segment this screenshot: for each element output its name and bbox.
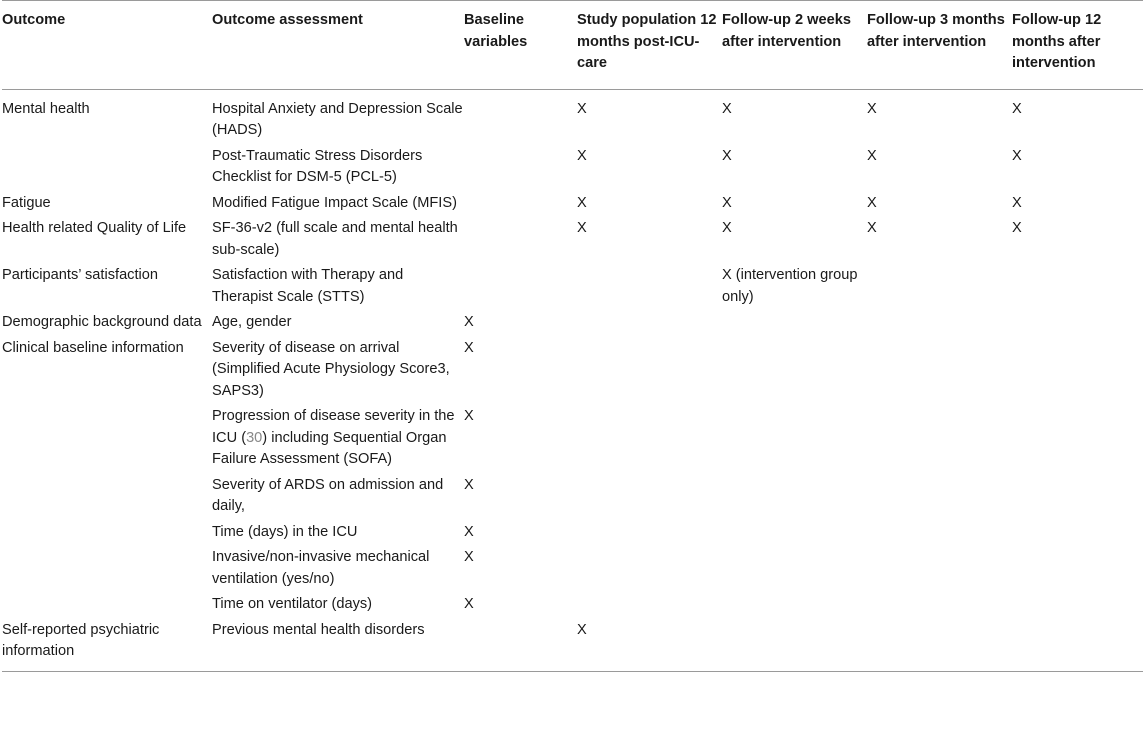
cell-fu-12m [1012, 522, 1143, 548]
cell-fu-12m: X [1012, 147, 1022, 164]
cell-fu-3m [867, 265, 1012, 312]
cell-study: X [577, 220, 587, 236]
cell-assessment: Time on ventilator (days) [212, 596, 373, 612]
header-follow-up-2-weeks: Follow-up 2 weeks after intervention [722, 12, 851, 50]
table-header-row [2, 1, 1143, 90]
cell-baseline [464, 620, 577, 672]
cell-baseline: X [464, 408, 474, 424]
cell-study [577, 475, 722, 522]
cell-fu-2w: X [722, 147, 732, 164]
cell-baseline: X [464, 549, 474, 565]
cell-fu-2w [722, 312, 867, 338]
cell-study: X [577, 100, 587, 117]
table-row [2, 406, 1143, 475]
assessment-text: ) including Sequential Organ Failure Assessment (SOFA) [212, 429, 447, 467]
cell-baseline: X [464, 523, 474, 540]
cell-fu-12m: X [1012, 220, 1022, 236]
cell-fu-3m [867, 312, 1012, 338]
cell-fu-3m [867, 475, 1012, 522]
cell-assessment: Age, gender [212, 314, 292, 330]
cell-study [577, 265, 722, 312]
header-follow-up-3-months: Follow-up 3 months after intervention [867, 12, 1005, 50]
outcome-table [2, 0, 1143, 672]
cell-fu-2w [722, 338, 867, 407]
table-row [2, 547, 1143, 594]
table-row [2, 218, 1143, 265]
cell-study [577, 547, 722, 594]
reference-link[interactable]: 30 [246, 429, 263, 446]
cell-assessment [212, 406, 464, 475]
assessment-text: Progression of disease severity in the ICU ( [212, 408, 455, 446]
cell-baseline: X [464, 314, 474, 330]
cell-fu-2w: X [722, 100, 732, 117]
cell-outcome: Participants’ satisfaction [2, 267, 159, 283]
cell-fu-2w [722, 406, 867, 475]
cell-fu-2w [722, 522, 867, 548]
cell-fu-2w [722, 594, 867, 620]
cell-assessment: Post-Traumatic Stress Disorders Checklist for DSM-5 (PCL-5) [212, 147, 423, 185]
header-follow-up-12-months: Follow-up 12 months after intervention [1012, 12, 1102, 71]
cell-fu-3m: X [867, 147, 877, 164]
cell-fu-12m [1012, 594, 1143, 620]
table-row [2, 522, 1143, 548]
table-row [2, 475, 1143, 522]
cell-assessment: SF-36-v2 (full scale and mental health sub-scale) [212, 220, 458, 258]
cell-fu-2w [722, 475, 867, 522]
cell-fu-3m [867, 406, 1012, 475]
cell-fu-3m: X [867, 100, 877, 117]
cell-fu-12m [1012, 620, 1143, 672]
cell-fu-12m: X [1012, 194, 1022, 211]
cell-outcome [2, 146, 212, 193]
cell-assessment: Invasive/non-invasive mechanical ventilation (yes/no) [212, 549, 430, 587]
table-row [2, 89, 1143, 146]
cell-fu-2w [722, 547, 867, 594]
cell-baseline [464, 146, 577, 193]
cell-fu-12m [1012, 265, 1143, 312]
cell-baseline: X [464, 339, 474, 356]
cell-outcome: Self-reported psychiatric information [2, 621, 160, 659]
cell-assessment: Satisfaction with Therapy and Therapist Scale (STTS) [212, 267, 404, 305]
cell-baseline [464, 218, 577, 265]
header-baseline-variables: Baseline variables [464, 12, 528, 50]
cell-assessment: Modified Fatigue Impact Scale (MFIS) [212, 194, 457, 211]
cell-study [577, 406, 722, 475]
cell-assessment: Severity of ARDS on admission and daily, [212, 476, 444, 514]
cell-study [577, 522, 722, 548]
table-row [2, 594, 1143, 620]
cell-outcome: Demographic background data [2, 314, 202, 330]
cell-assessment: Previous mental health disorders [212, 621, 425, 638]
cell-outcome [2, 522, 212, 548]
cell-baseline [464, 89, 577, 146]
cell-fu-12m [1012, 338, 1143, 407]
cell-outcome: Health related Quality of Life [2, 220, 187, 236]
cell-outcome: Clinical baseline information [2, 339, 184, 356]
cell-fu-3m [867, 594, 1012, 620]
cell-fu-2w: X (intervention group only) [722, 267, 858, 305]
table-row [2, 265, 1143, 312]
cell-fu-2w [722, 620, 867, 672]
cell-outcome [2, 406, 212, 475]
cell-study: X [577, 147, 587, 164]
header-outcome-assessment: Outcome assessment [212, 12, 363, 28]
cell-fu-12m [1012, 475, 1143, 522]
cell-fu-12m [1012, 406, 1143, 475]
cell-fu-2w: X [722, 194, 732, 211]
cell-assessment: Severity of disease on arrival (Simplified Acute Physiology Score3, SAPS3) [212, 339, 450, 399]
cell-fu-12m: X [1012, 100, 1022, 117]
table-row [2, 620, 1143, 672]
cell-study: X [577, 194, 587, 211]
cell-outcome [2, 475, 212, 522]
cell-baseline [464, 193, 577, 219]
header-study-population: Study population 12 months post-ICU-care [577, 12, 717, 71]
cell-assessment: Hospital Anxiety and Depression Scale (HADS) [212, 100, 463, 138]
cell-assessment: Time (days) in the ICU [212, 523, 358, 540]
table-row [2, 312, 1143, 338]
cell-outcome [2, 547, 212, 594]
cell-study [577, 312, 722, 338]
cell-baseline: X [464, 476, 474, 493]
cell-outcome: Mental health [2, 100, 90, 117]
cell-fu-3m [867, 620, 1012, 672]
cell-fu-12m [1012, 547, 1143, 594]
cell-fu-3m [867, 338, 1012, 407]
table-row [2, 338, 1143, 407]
table-row [2, 193, 1143, 219]
cell-baseline: X [464, 596, 474, 612]
table-row [2, 146, 1143, 193]
cell-fu-3m: X [867, 220, 877, 236]
cell-outcome [2, 594, 212, 620]
cell-study [577, 594, 722, 620]
cell-fu-12m [1012, 312, 1143, 338]
cell-outcome: Fatigue [2, 194, 51, 211]
cell-fu-2w: X [722, 220, 732, 236]
cell-study: X [577, 621, 587, 638]
cell-fu-3m: X [867, 194, 877, 211]
header-outcome: Outcome [2, 12, 66, 28]
cell-study [577, 338, 722, 407]
cell-fu-3m [867, 522, 1012, 548]
cell-fu-3m [867, 547, 1012, 594]
cell-baseline [464, 265, 577, 312]
